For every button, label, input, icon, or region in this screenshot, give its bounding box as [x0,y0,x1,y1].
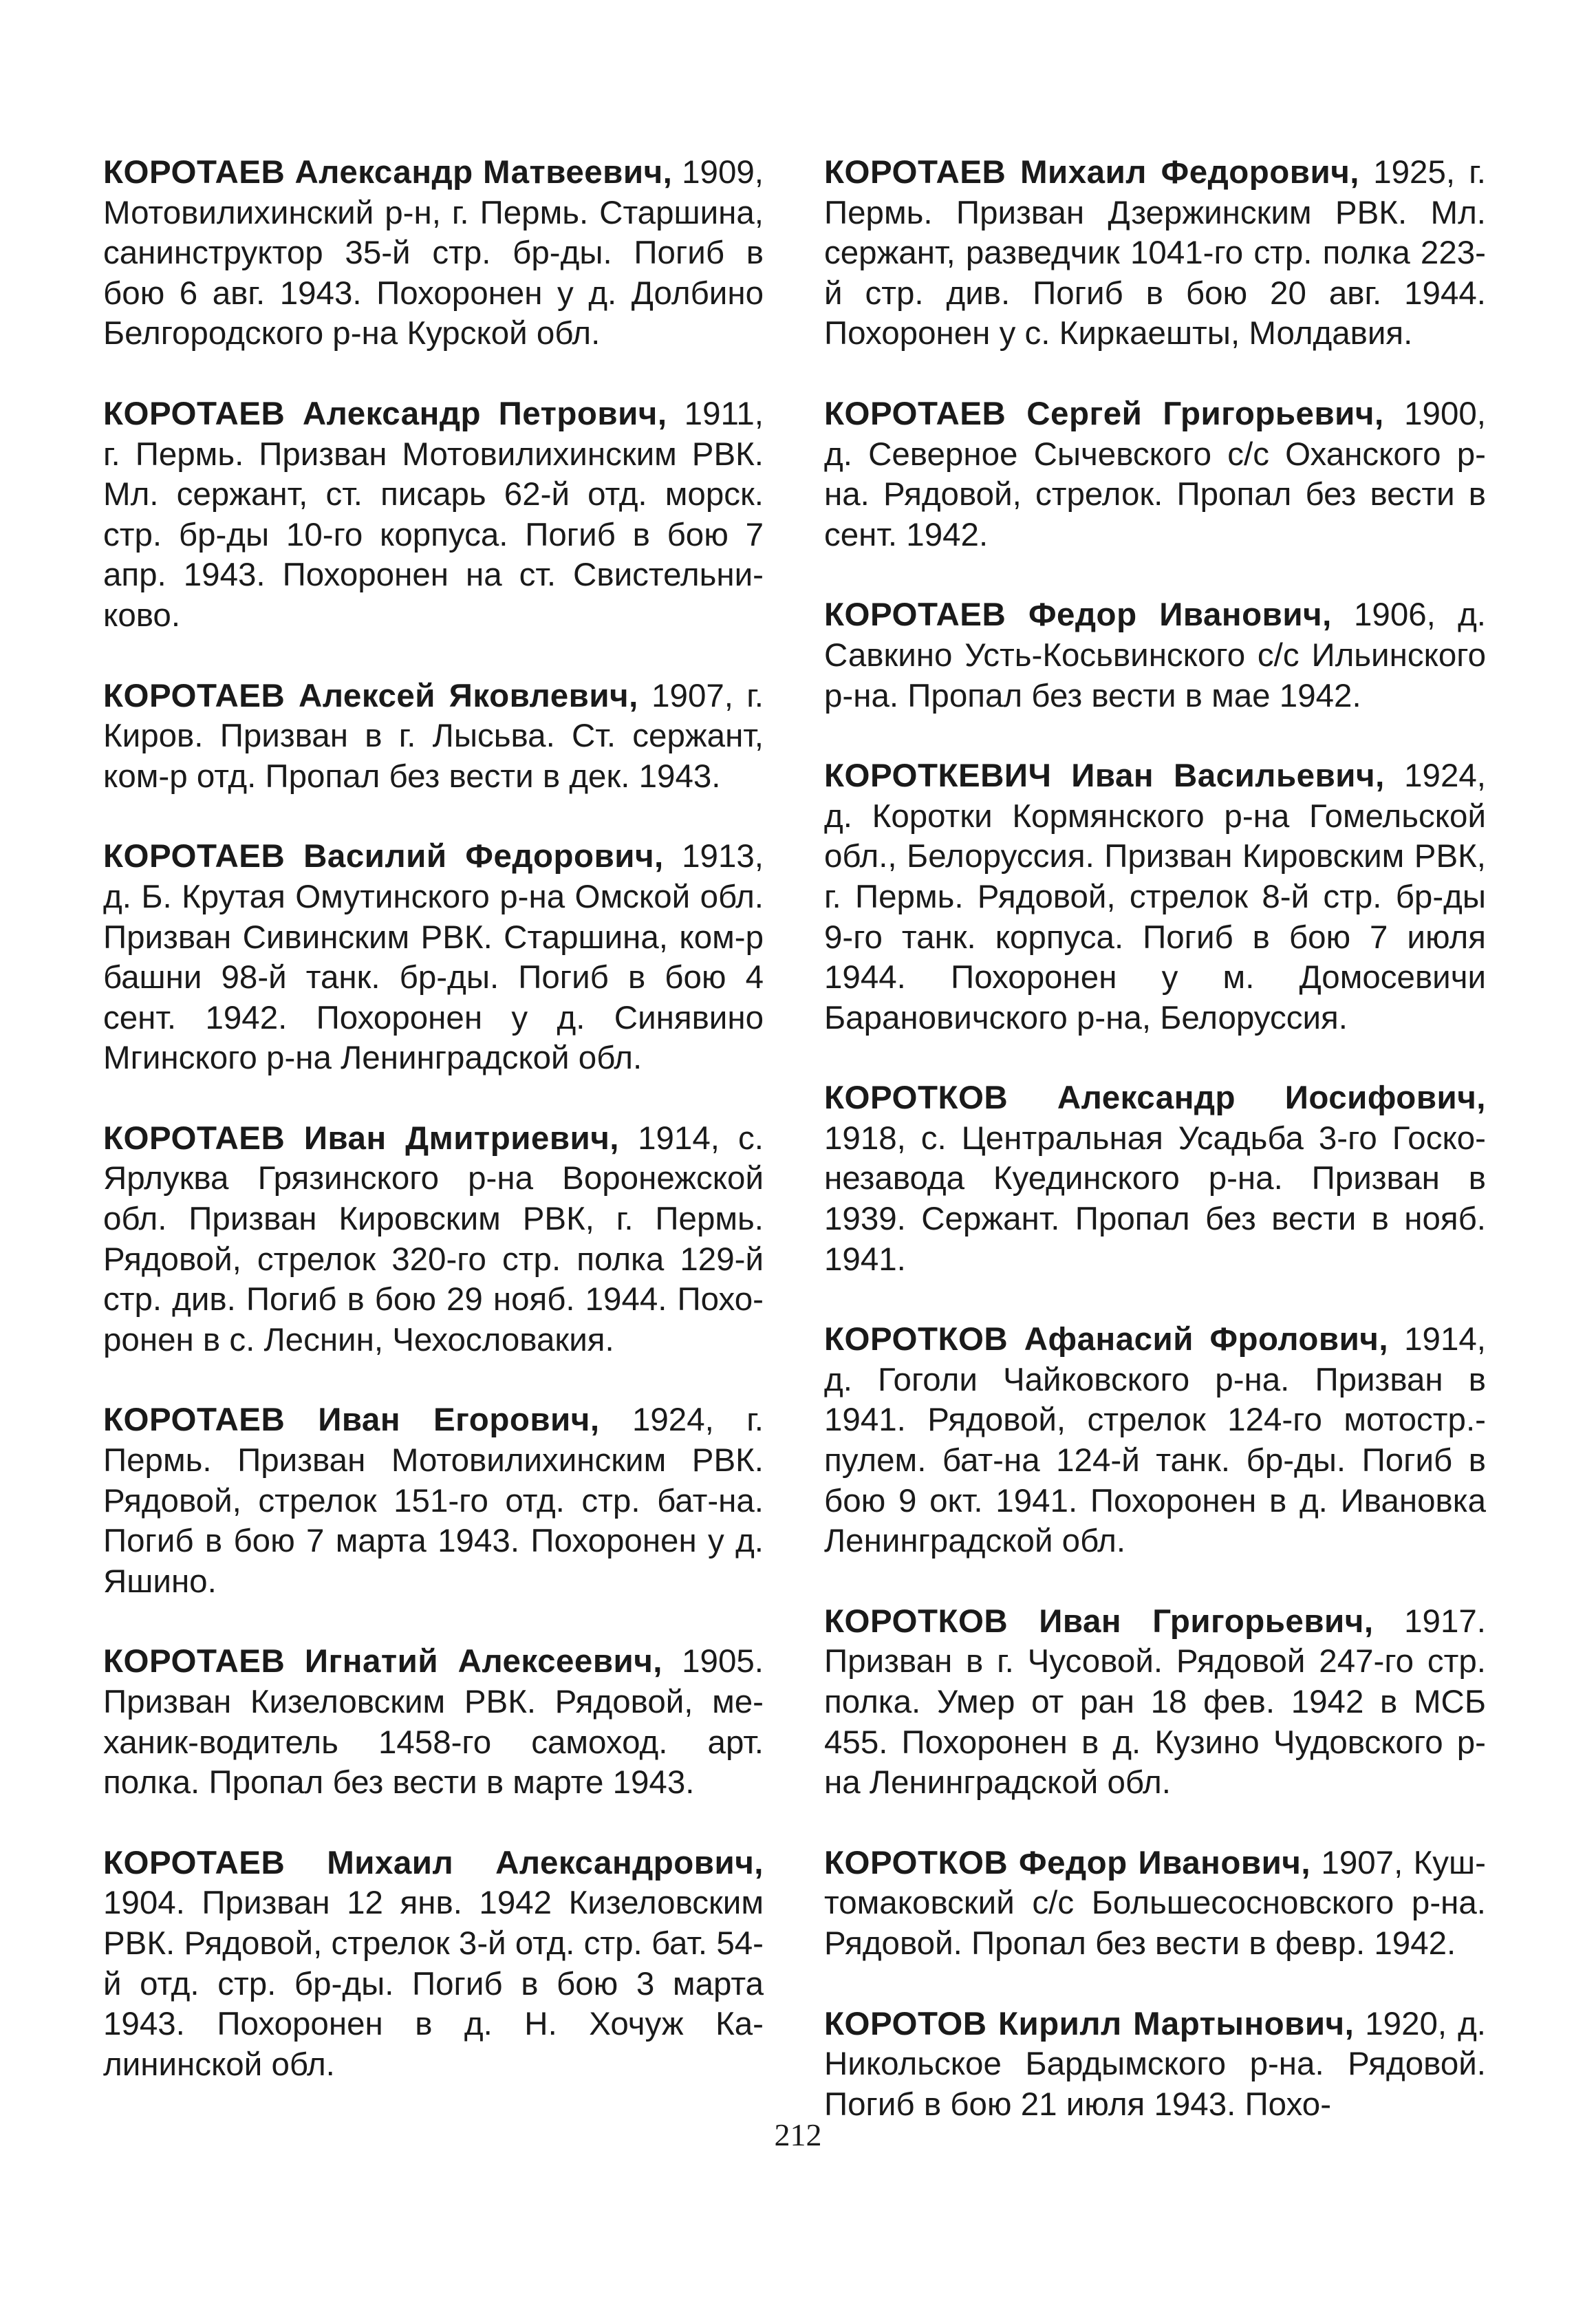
entry-text: 1917. Призван в г. Чусовой. Рядовой 247-го стр. полка. Умер от ран 18 фев. 1942 в МСБ 455. Похоронен в д. Кузино Чудовского р-на Ленинградской обл. [824,1603,1486,1801]
entry [103,1400,764,1602]
page-number: 212 [774,2117,822,2152]
entry-name: КОРОТАЕВ Александр Петрович, [103,395,667,432]
right-column [824,153,1486,2165]
entry-name: КОРОТАЕВ Иван Егорович, [103,1402,600,1439]
entry-text: 1905. Призван Кизеловским РВК. Рядовой, механик-водитель 1458-го самоход. арт. полка. Пропал без вести в марте 1943. [103,1643,764,1801]
entry-name: КОРОТАЕВ Иван Дмитриевич, [103,1120,619,1157]
entry-name: КОРОТАЕВ Михаил Федорович, [824,154,1359,191]
entry [103,153,764,354]
entry-text: 1911, г. Пермь. Призван Мотовилихинским РВК. Мл. сержант, ст. писарь 62-й отд. морск. стр. бр-ды 10-го корпуса. Погиб в бою 7 апр. 1943. Похоронен на ст. Свистельниково. [103,395,764,634]
entry-name: КОРОТАЕВ Михаил Александрович, [103,1844,764,1881]
entry-name: КОРОТАЕВ Сергей Григорьевич, [824,395,1384,432]
entry-name: КОРОТАЕВ Алексей Яковлевич, [103,677,638,714]
entry-text: 1906, д. Савкино Усть-Косьвинского с/с Ильинского р-на. Пропал без вести в мае 1942. [824,597,1486,714]
entry-name: КОРОТОВ Кирилл Мартынович, [824,2005,1355,2042]
entry-name: КОРОТАЕВ Игнатий Алексеевич, [103,1643,663,1680]
entry [103,1119,764,1361]
entry-text: 1913, д. Б. Крутая Омутинского р-на Омской обл. Призван Сивинским РВК. Старшина, ком-р башни 98-й танк. бр-ды. Погиб в бою 4 сент. 1942. Похоронен у д. Синявино Мгинского р-на Ленинградской обл. [103,838,764,1077]
entry [824,1602,1486,1803]
entry-name: КОРОТКОВ Александр Иосифович, [824,1080,1486,1117]
entry-text: 1909, Мотовилихинский р-н, г. Пермь. Старшина, санинструктор 35-й стр. бр-ды. Погиб в бою 6 авг. 1943. Похоронен у д. Долбино Белгородского р-на Курской обл. [103,154,764,352]
entry-text: 1907, г. Киров. Призван в г. Лысьва. Ст. сержант, ком-р отд. Пропал без вести в дек. 1943. [103,677,764,795]
entry [824,1078,1486,1280]
entry-text: 1914, д. Гоголи Чайковского р-на. Призван в 1941. Рядовой, стрелок 124-го мотостр.-пулем. бат-на 124-й танк. бр-ды. Погиб в бою 9 окт. 1941. Похоронен в д. Ивановка Ленинградской обл. [824,1321,1486,1560]
entry-text: 1907, Куштомаковский с/с Большесосновского р-на. Рядовой. Пропал без вести в февр. 1942. [824,1844,1486,1962]
entry [824,1843,1486,1965]
entry-text: 1904. Призван 12 янв. 1942 Кизеловским РВК. Рядовой, стрелок 3-й отд. стр. бат. 54-й отд. стр. бр-ды. Погиб в бою 3 марта 1943. Похоронен в д. Н. Хочуж Калининской обл. [103,1885,764,2083]
entry [824,394,1486,555]
entry-text: 1918, с. Центральная Усадьба 3-го Госконезавода Куединского р-на. Призван в 1939. Сержант. Пропал без вести в нояб. 1941. [824,1120,1486,1278]
entry-text: 1920, д. Никольское Бардымского р-на. Рядовой. Погиб в бою 21 июля 1943. Похо- [824,2005,1486,2123]
entry-text: 1924, г. Пермь. Призван Мотовилихинским РВК. Рядовой, стрелок 151-го отд. стр. бат-на. Погиб в бою 7 марта 1943. Похоронен у д. Яшино. [103,1402,764,1600]
entry [824,595,1486,716]
entry-text: 1900, д. Северное Сычевского с/с Оханского р-на. Рядовой, стрелок. Пропал без вести в сент. 1942. [824,395,1486,553]
entry-text: 1924, д. Коротки Кормянского р-на Гомельской обл., Белоруссия. Призван Кировским РВК, г. Пермь. Рядовой, стрелок 8-й стр. бр-ды 9-го танк. корпуса. Погиб в бою 7 июля 1944. Похоронен у м. Домосевичи Барановичского р-на, Белоруссия. [824,758,1486,1036]
entry-name: КОРОТАЕВ Василий Федорович, [103,838,664,875]
entry [824,756,1486,1038]
entry [824,2004,1486,2126]
entry [103,394,764,636]
entry [103,1843,764,2086]
entry-name: КОРОТКОВ Иван Григорьевич, [824,1603,1374,1640]
entry-text: 1925, г. Пермь. Призван Дзержинским РВК. Мл. сержант, разведчик 1041-го стр. полка 223-й стр. див. Погиб в бою 20 авг. 1944. Похоронен у с. Киркаешты, Молдавия. [824,154,1486,352]
entry-name: КОРОТКОВ Афанасий Фролович, [824,1321,1389,1358]
entry [824,1320,1486,1562]
entry [103,1642,764,1803]
entry [103,676,764,797]
entry-text: 1914, с. Ярлуква Грязинского р-на Воронежской обл. Призван Кировским РВК, г. Пермь. Рядовой, стрелок 320-го стр. полка 129-й стр. див. Погиб в бою 29 нояб. 1944. Похоронен в с. Леснин, Чехословакия. [103,1120,764,1358]
entry-name: КОРОТКЕВИЧ Иван Васильевич, [824,758,1385,795]
entry-name: КОРОТАЕВ Александр Матвеевич, [103,154,673,191]
left-column [103,153,764,2125]
entry-name: КОРОТКОВ Федор Иванович, [824,1844,1311,1881]
entry [103,837,764,1079]
entry [824,153,1486,354]
entry-name: КОРОТАЕВ Федор Иванович, [824,597,1332,634]
